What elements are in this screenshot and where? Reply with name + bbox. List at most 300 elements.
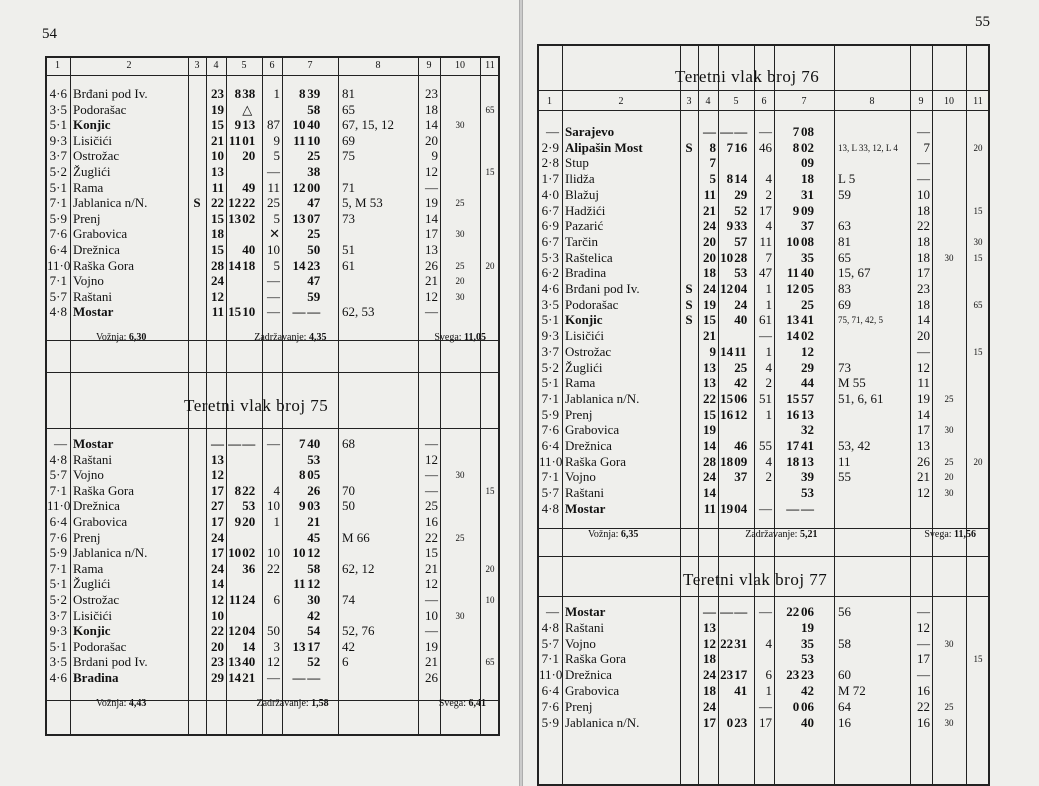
running-time: 17 [211, 514, 224, 529]
station-name: Konjic [73, 623, 111, 639]
departure-minute: 40 [801, 265, 814, 281]
arrival-minute: 57 [734, 233, 748, 249]
km-cell: 7·1 [49, 273, 67, 289]
table-row [523, 360, 1039, 376]
departure-hour: 18 [786, 453, 800, 469]
table-row [523, 297, 1039, 313]
speed-value: 18 [917, 296, 930, 312]
speed-value: 26 [917, 453, 930, 469]
speed-value: 18 [425, 101, 438, 117]
brake-value: 20 [455, 276, 465, 287]
departure-minute: 39 [307, 86, 321, 101]
table-row [0, 211, 519, 227]
left-col-header-4: 4 [213, 60, 219, 71]
departure-minute: 03 [307, 498, 321, 514]
left-table1-rule [45, 340, 500, 341]
table-title-75: Teretni vlak broj 75 [184, 396, 329, 415]
load-value: 15 [485, 167, 495, 177]
brake-value: 30 [944, 638, 954, 649]
station-name: Raška Gora [565, 453, 627, 469]
brake-value: 25 [944, 393, 954, 404]
stop-minutes: 4 [273, 482, 280, 498]
stop-total-value: 4,35 [308, 332, 327, 343]
stop-minutes: 46 [759, 139, 772, 155]
speed-value: 22 [917, 698, 930, 714]
km-cell: 2·9 [541, 139, 559, 155]
departure-minute: 54 [307, 623, 321, 639]
arrival-minute: 02 [242, 210, 256, 226]
table-row [0, 273, 519, 289]
departure-minute: — [801, 500, 814, 516]
table-row [0, 452, 519, 468]
crossing-trains: L 5 [838, 171, 856, 187]
table-row [523, 636, 1039, 652]
station-name: Raštani [565, 485, 604, 501]
km-cell: 11·0 [47, 257, 71, 273]
crossing-trains: 74 [342, 592, 355, 607]
arrival-hour: 15 [720, 390, 734, 406]
km-cell: 6·4 [49, 242, 67, 257]
stop-minutes: 1 [273, 86, 280, 101]
departure-minute: 10 [307, 132, 321, 148]
load-value: 65 [973, 299, 983, 310]
running-time: 11 [211, 179, 224, 195]
stop-total-value: 1,58 [311, 697, 329, 709]
km-cell: 7·1 [49, 482, 67, 498]
arrival-minute: 40 [242, 242, 256, 257]
station-name: Jablanica n/N. [565, 390, 640, 406]
right-col-header-5: 5 [733, 96, 739, 107]
running-time: 12 [703, 635, 716, 651]
arrival-hour: 15 [228, 304, 242, 320]
stop-minutes: — [759, 698, 772, 714]
left-footer1-rule [45, 372, 500, 373]
running-time: 28 [211, 257, 224, 273]
km-cell: 5·9 [541, 714, 559, 730]
km-cell: 5·7 [49, 288, 67, 304]
arrival-minute: 04 [242, 623, 256, 639]
arrival-hour: 16 [720, 406, 734, 422]
departure-minute: 31 [801, 186, 814, 202]
running-total-value: 4,43 [128, 697, 147, 709]
arrival-minute: 10 [242, 304, 256, 320]
table-row [523, 375, 1039, 391]
departure-minute: 12 [307, 545, 321, 561]
km-cell: 7·1 [541, 469, 559, 485]
departure-minute: 40 [307, 117, 321, 133]
load-value: 15 [973, 252, 983, 263]
departure-hour: 7 [792, 124, 800, 139]
station-name: Vojno [73, 467, 104, 483]
running-time: 24 [703, 698, 716, 714]
speed-value: 18 [917, 249, 930, 265]
stop-minutes: 12 [267, 654, 280, 670]
departure-minute: 41 [801, 438, 814, 453]
km-cell: 4·0 [541, 186, 559, 202]
stop-total-label: Zadržavanje: [254, 332, 307, 343]
km-cell: 4·6 [49, 670, 67, 685]
arrival-minute: 40 [242, 654, 256, 670]
departure-hour: 10 [786, 233, 800, 249]
stop-minutes: 10 [267, 498, 280, 514]
running-time: 17 [703, 714, 716, 730]
left-col-header-6: 6 [269, 60, 275, 71]
table-title-76: Teretni vlak broj 76 [675, 67, 820, 86]
km-cell: 3·7 [541, 343, 559, 359]
running-time: 20 [211, 638, 224, 654]
running-time: 23 [211, 86, 224, 101]
speed-value: 17 [425, 226, 438, 242]
right-page [523, 0, 1039, 786]
departure-minute: 09 [801, 155, 814, 171]
stop-total-label: Zadržavanje: [745, 528, 798, 540]
station-name: Prenj [73, 210, 101, 226]
speed-value: 14 [917, 312, 930, 328]
station-name: Drežnica [565, 667, 612, 683]
arrival-hour: 13 [228, 210, 242, 226]
departure-hour: 8 [792, 139, 800, 155]
running-time: 24 [703, 469, 716, 485]
load-value: 15 [485, 485, 495, 496]
speed-value: 19 [425, 638, 438, 654]
running-time: 12 [211, 288, 224, 304]
table-row [0, 133, 519, 149]
station-name: Prenj [565, 406, 593, 422]
station-name: Konjic [565, 312, 603, 328]
km-cell: 7·1 [49, 195, 67, 211]
running-time: 24 [211, 273, 224, 289]
departure-minute: 40 [307, 436, 321, 451]
arrival-hour: 10 [720, 249, 734, 265]
speed-value: — [917, 171, 930, 187]
speed-value: 12 [425, 451, 438, 467]
departure-hour: 13 [292, 210, 306, 226]
arrival-minute: 20 [242, 148, 256, 164]
station-name: Sarajevo [565, 124, 615, 139]
left-col-header-3: 3 [194, 60, 200, 71]
station-name: Lisičići [565, 328, 604, 344]
km-cell: 9·3 [49, 623, 67, 639]
stop-minutes: 5 [273, 148, 280, 164]
running-time: 15 [703, 406, 716, 422]
table-row [0, 148, 519, 164]
running-total-value: 6,30 [128, 332, 147, 343]
table-row [0, 545, 519, 561]
stop-minutes: 11 [267, 179, 280, 195]
station-name: Bradina [565, 265, 607, 281]
crossing-trains: 59 [838, 186, 851, 202]
table-row [523, 501, 1039, 517]
speed-value: 12 [425, 576, 438, 592]
departure-hour: 10 [292, 117, 306, 133]
km-cell: 4·8 [49, 451, 67, 467]
running-total-label: Vožnja: [96, 332, 127, 343]
table-row [0, 498, 519, 514]
km-cell: 6·9 [541, 218, 559, 234]
running-time: 8 [709, 139, 716, 155]
station-name: Mostar [565, 500, 606, 516]
service-code: S [685, 296, 693, 312]
arrival-minute: 31 [734, 635, 748, 651]
arrival-minute: 11 [734, 343, 747, 359]
speed-value: 16 [917, 683, 930, 698]
departure-minute: 53 [801, 485, 814, 501]
running-time: 10 [211, 148, 224, 164]
running-total [588, 529, 638, 540]
arrival-minute: 28 [734, 249, 748, 265]
arrival-hour: 19 [720, 500, 734, 516]
departure-hour: — [786, 500, 800, 516]
km-cell: 5·9 [49, 210, 67, 226]
table-row [0, 180, 519, 196]
departure-minute: 58 [307, 101, 321, 117]
km-cell: 5·1 [541, 375, 559, 391]
speed-value: — [917, 124, 930, 139]
grand-total-label: Svega: [438, 697, 466, 709]
running-time: 20 [703, 233, 716, 249]
speed-value: 16 [425, 514, 438, 529]
speed-value: — [917, 635, 930, 651]
running-time: 18 [211, 226, 224, 242]
crossing-trains: 51, 6, 61 [838, 390, 884, 406]
speed-value: 21 [425, 654, 438, 670]
speed-value: — [425, 623, 438, 639]
stop-minutes: 4 [765, 171, 772, 187]
speed-value: 20 [425, 132, 438, 148]
service-code: S [685, 281, 693, 296]
table-row [523, 422, 1039, 438]
departure-minute: 57 [801, 390, 814, 406]
speed-value: 14 [425, 210, 438, 226]
left-table2-rule [45, 700, 500, 701]
stop-minutes: 1 [765, 281, 772, 296]
table-row [0, 608, 519, 624]
stop-minutes: 3 [273, 638, 280, 654]
arrival-minute: 41 [734, 683, 748, 698]
running-time: 14 [703, 485, 716, 501]
arrival-minute: 18 [242, 257, 256, 273]
arrival-minute: — [734, 124, 748, 139]
table-row [523, 312, 1039, 328]
station-name: Raška Gora [565, 651, 627, 667]
crossing-trains: 50 [342, 498, 355, 514]
grand-total-value: 6,41 [468, 697, 486, 709]
km-cell: 5·7 [541, 635, 559, 651]
table-row [523, 485, 1039, 501]
speed-value: 10 [425, 607, 438, 623]
running-total [96, 332, 146, 343]
running-time: 15 [211, 242, 224, 257]
km-cell: 7·1 [541, 390, 559, 406]
departure-minute: 32 [801, 422, 814, 438]
left-col-header-10: 10 [455, 60, 465, 71]
arrival-hour: 9 [234, 117, 242, 133]
brake-value: 20 [944, 472, 954, 483]
table-row [523, 171, 1039, 187]
arrival-minute: 53 [242, 498, 256, 514]
km-cell: 7·6 [541, 422, 559, 438]
arrival-minute: 20 [242, 514, 256, 529]
stop-minutes: 5 [273, 210, 280, 226]
speed-value: 22 [425, 529, 438, 545]
running-time: 24 [211, 560, 224, 576]
arrival-minute: — [734, 604, 748, 619]
arrival-minute: 24 [242, 592, 256, 607]
arrival-hour: 14 [720, 343, 734, 359]
grand-total-label: Svega: [924, 528, 952, 540]
departure-hour: 13 [292, 638, 306, 654]
departure-hour: — [292, 304, 306, 320]
arrival-hour: 14 [228, 257, 242, 273]
km-cell: 4·8 [541, 500, 559, 516]
stop-total-value: 5,21 [799, 528, 818, 540]
table-row [523, 454, 1039, 470]
stop-minutes: — [759, 124, 772, 139]
table-row [523, 218, 1039, 234]
crossing-trains: 68 [342, 436, 355, 451]
arrival-minute: 37 [734, 469, 748, 485]
km-cell: 5·2 [49, 164, 67, 179]
km-cell: — [546, 604, 559, 619]
table-row [523, 140, 1039, 156]
stop-total [254, 332, 326, 343]
crossing-trains: 62, 53 [342, 304, 375, 320]
table-row [523, 683, 1039, 699]
departure-minute: 39 [801, 469, 814, 485]
km-cell: 5·1 [49, 179, 67, 195]
left-col-header-7: 7 [307, 60, 313, 71]
speed-value: 13 [917, 438, 930, 453]
table-row [523, 699, 1039, 715]
crossing-trains: 55 [838, 469, 851, 485]
km-cell: 5·9 [541, 406, 559, 422]
stop-minutes: 1 [273, 514, 280, 529]
stop-minutes: 61 [759, 312, 772, 328]
departure-minute: 59 [307, 288, 321, 304]
station-name: Rama [565, 375, 596, 391]
stop-minutes: — [267, 288, 280, 304]
grand-total [434, 332, 486, 343]
station-name: Lisičići [73, 607, 112, 623]
speed-value: 10 [917, 186, 930, 202]
running-time: 19 [703, 422, 716, 438]
right-title-rule [537, 90, 990, 91]
km-cell: 3·5 [49, 101, 67, 117]
stop-minutes: 1 [765, 406, 772, 422]
stop-minutes: 5 [273, 257, 280, 273]
speed-value: 21 [425, 273, 438, 289]
departure-minute: 18 [801, 171, 814, 187]
brake-value: 30 [944, 252, 954, 263]
load-value: 15 [973, 205, 983, 216]
arrival-hour: 22 [720, 635, 734, 651]
page-number-right: 55 [975, 14, 990, 30]
km-cell: 6·2 [541, 265, 559, 281]
station-name: Podorašac [73, 101, 127, 117]
station-name: Rama [73, 560, 104, 576]
departure-minute: 26 [307, 482, 321, 498]
departure-minute: 30 [307, 592, 321, 607]
departure-hour: 22 [786, 604, 800, 619]
speed-value: 18 [917, 233, 930, 249]
stop-minutes: 2 [765, 469, 772, 485]
stop-total [745, 529, 817, 540]
departure-minute: 42 [801, 683, 814, 698]
arrival-minute: 24 [734, 296, 748, 312]
departure-minute: 25 [307, 148, 321, 164]
table-row [0, 623, 519, 639]
station-name: Ilidža [565, 171, 595, 187]
arrival-hour: 10 [228, 545, 242, 561]
grand-total-value: 11,56 [954, 528, 976, 540]
crossing-trains: 70 [342, 482, 355, 498]
departure-minute: 45 [307, 529, 321, 545]
brake-value: 30 [944, 488, 954, 499]
crossing-trains: 81 [342, 86, 355, 101]
table-row [0, 226, 519, 242]
table-row [523, 281, 1039, 297]
departure-minute: 07 [307, 210, 321, 226]
running-time: — [211, 436, 224, 451]
table-row [523, 667, 1039, 683]
left-col-header-2: 2 [126, 60, 132, 71]
table-row [0, 514, 519, 530]
station-name: Lisičići [73, 132, 112, 148]
stop-minutes: — [759, 328, 772, 344]
station-name: Žuglići [73, 164, 111, 179]
speed-value: — [425, 304, 438, 320]
arrival-hour: 18 [720, 453, 734, 469]
station-name: Raška Gora [73, 482, 135, 498]
load-value: 65 [485, 657, 495, 668]
departure-hour: 11 [786, 265, 800, 281]
stop-minutes: 7 [765, 249, 772, 265]
table-row [0, 86, 519, 102]
load-value: 20 [485, 563, 495, 574]
speed-value: 25 [425, 498, 438, 514]
km-cell: — [546, 124, 559, 139]
arrival-hour: 12 [720, 281, 734, 296]
crossing-trains: 60 [838, 667, 851, 683]
arrival-hour: — [720, 124, 734, 139]
table-row [0, 304, 519, 320]
station-name: Ostrožac [565, 343, 612, 359]
km-cell: 5·7 [541, 485, 559, 501]
station-name: Vojno [565, 469, 596, 485]
table-row [523, 155, 1039, 171]
running-time: 17 [211, 482, 224, 498]
departure-hour: 7 [299, 436, 306, 451]
running-time: 15 [211, 117, 224, 133]
running-time: 19 [211, 101, 224, 117]
table-row [523, 715, 1039, 731]
brake-value: 25 [455, 532, 465, 543]
brake-value: 30 [944, 425, 954, 436]
km-cell: 5·2 [541, 359, 559, 375]
crossing-trains: M 72 [838, 683, 866, 698]
departure-minute: 19 [801, 619, 814, 635]
brake-value: 30 [455, 291, 465, 302]
table-row [523, 344, 1039, 360]
speed-value: 7 [923, 139, 930, 155]
crossing-trains: M 66 [342, 529, 370, 545]
departure-minute: 05 [801, 281, 814, 296]
speed-value: 14 [425, 117, 438, 133]
speed-value: 26 [425, 257, 438, 273]
running-time: 22 [703, 390, 716, 406]
stop-minutes: 6 [765, 667, 772, 683]
left-col-header-5: 5 [241, 60, 247, 71]
